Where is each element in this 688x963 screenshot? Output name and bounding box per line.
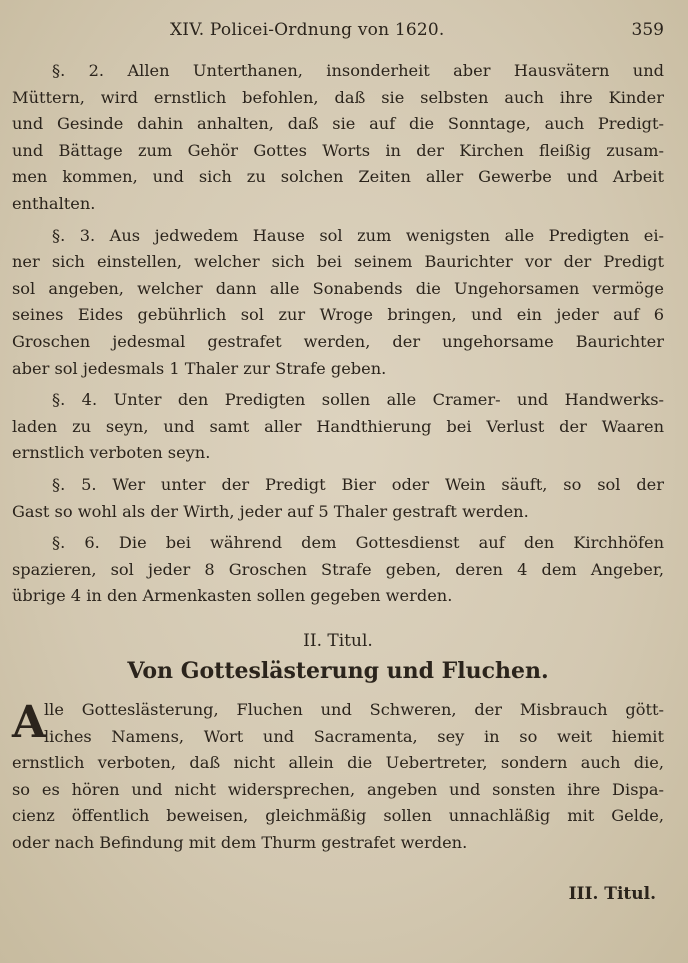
section-2 <box>12 58 664 218</box>
text-line: laden zu seyn, und samt aller Handthierung bei Verlust der Waaren <box>12 416 664 436</box>
section-5 <box>12 472 664 525</box>
text-line: ernstlich verboten, daß nicht allein die Uebertreter, sondern auch die, <box>12 753 664 773</box>
text-line: §. 5. Wer unter der Predigt Bier oder Wein säuft, so sol der <box>52 474 664 494</box>
page-header <box>0 18 688 46</box>
page-body <box>12 58 664 862</box>
text-line: übrige 4 in den Armenkasten sollen gegeben werden. <box>12 586 453 606</box>
text-line: Gast so wohl als der Wirth, jeder auf 5 Thaler gestraft werden. <box>12 501 529 521</box>
text-line: enthalten. <box>12 193 96 213</box>
text-line: lle Gotteslästerung, Fluchen und Schweren, der Misbrauch gött- <box>44 700 664 720</box>
section-3 <box>12 223 664 383</box>
section-6 <box>12 530 664 610</box>
page-number: 359 <box>631 20 664 40</box>
text-line: und Bättage zum Gehör Gottes Worts in der Kirchen fleißig zusam- <box>12 140 664 160</box>
text-line: oder nach Befindung mit dem Thurm gestrafet werden. <box>12 833 468 853</box>
text-line: cienz öffentlich beweisen, gleichmäßig sollen unnachläßig mit Gelde, <box>12 806 664 826</box>
text-line: §. 4. Unter den Predigten sollen alle Cramer- und Handwerks- <box>52 390 664 410</box>
text-line: ernstlich verboten seyn. <box>12 443 211 463</box>
text-line: aber sol jedesmals 1 Thaler zur Strafe geben. <box>12 358 387 378</box>
text-line: liches Namens, Wort und Sacramenta, sey in so weit hiemit <box>44 726 664 746</box>
text-line: sol angeben, welcher dann alle Sonabends die Ungehorsamen vermöge <box>12 278 664 298</box>
text-line: spazieren, sol jeder 8 Groschen Strafe geben, deren 4 dem Angeber, <box>12 559 664 579</box>
text-line: §. 6. Die bei während dem Gottesdienst auf den Kirchhöfen <box>52 533 664 553</box>
text-line: men kommen, und sich zu solchen Zeiten aller Gewerbe und Arbeit <box>12 167 664 187</box>
text-line: so es hören und nicht widersprechen, angeben und sonsten ihre Dispa- <box>12 779 664 799</box>
text-line: Groschen jedesmal gestrafet werden, der ungehorsame Baurichter <box>12 331 664 351</box>
text-line: §. 2. Allen Unterthanen, insonderheit aber Hausvätern und <box>52 61 664 80</box>
next-title-catchword: III. Titul. <box>568 884 656 904</box>
text-line: Müttern, wird ernstlich befohlen, daß sie selbsten auch ihre Kinder <box>12 87 664 107</box>
dropcap-paragraph <box>12 697 664 857</box>
text-line: §. 3. Aus jedwedem Hause sol zum wenigsten alle Predigten ei- <box>52 225 664 245</box>
title-two-label: II. Titul. <box>303 630 373 651</box>
running-head: XIV. Policei-Ordnung von 1620. <box>170 20 445 40</box>
section-4 <box>12 387 664 467</box>
title-two-heading: Von Gotteslästerung und Fluchen. <box>127 658 549 685</box>
text-line: seines Eides gebührlich sol zur Wroge bringen, und ein jeder auf 6 <box>12 305 664 325</box>
text-line: und Gesinde dahin anhalten, daß sie auf die Sonntage, auch Predigt- <box>12 114 664 134</box>
text-line: ner sich einstellen, welcher sich bei seinem Baurichter vor der Predigt <box>12 252 664 272</box>
drop-cap-initial: A <box>12 697 47 749</box>
